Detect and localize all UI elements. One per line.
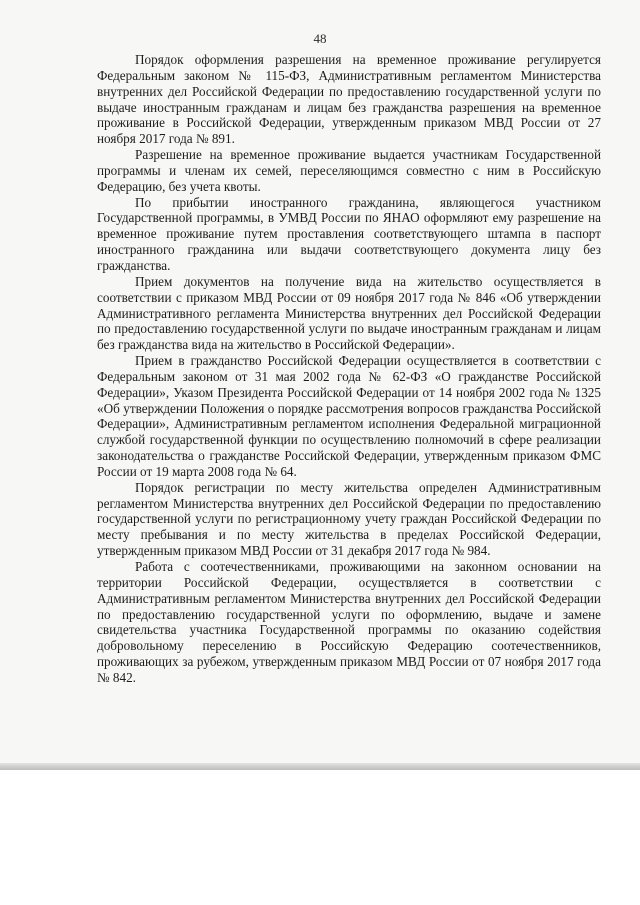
document-body xyxy=(97,52,601,686)
paragraph-temporary-residence-procedure: Порядок оформления разрешения на временное проживание регулируется Федеральным законом № 115-ФЗ, Административным регламентом Министерства внутренних дел Российской Федерации по предоставлению государственной услуги по выдаче иностранным гражданам и лицам без гражданства разрешения на временное проживание в Российской Федерации, утвержденным приказом МВД России от 27 ноября 2017 года № 891. xyxy=(97,52,601,147)
page-number: 48 xyxy=(313,31,327,46)
paragraph-arrival-processing: По прибытии иностранного гражданина, являющегося участником Государственной программы, в УМВД России по ЯНАО оформляют ему разрешение на временное проживание путем проставления соответствующего штампа в паспорт иностранного гражданина или выдачи соответствующего документа лицу без гражданства. xyxy=(97,194,601,273)
paragraph-residence-permit-without-quota: Разрешение на временное проживание выдается участникам Государственной программы и членам их семей, переселяющимся совместно с ним в Российскую Федерацию, без учета квоты. xyxy=(97,147,601,194)
paragraph-compatriots-work: Работа с соотечественниками, проживающими на законном основании на территории Российской Федерации, осуществляется в соответствии с Административным регламентом Министерства внутренних дел Российской Федерации по предоставлению государственной услуги по оформлению, выдаче и замене свидетельства участника Государственной программы по оказанию содействия добровольному переселению в Российскую Федерацию соотечественников, проживающих за рубежом, утвержденным приказом МВД России от 07 ноября 2017 года № 842. xyxy=(97,559,601,685)
paragraph-residence-card-documents: Прием документов на получение вида на жительство осуществляется в соответствии с приказом МВД России от 09 ноября 2017 года № 846 «Об утверждении Административного регламента Министерства внутренних дел Российской Федерации по предоставлению государственной услуги по выдаче иностранным гражданам и лицам без гражданства вида на жительство в Российской Федерации». xyxy=(97,273,601,353)
paragraph-registration-procedure: Порядок регистрации по месту жительства определен Административным регламентом Министерства внутренних дел Российской Федерации по предоставлению государственной услуги по регистрационному учету граждан Российской Федерации по месту пребывания и по месту жительства в пределах Российской Федерации, утвержденным приказом МВД России от 31 декабря 2017 года № 984. xyxy=(97,479,601,559)
paragraph-citizenship-admission: Прием в гражданство Российской Федерации осуществляется в соответствии с Федеральным законом от 31 мая 2002 года № 62-ФЗ «О гражданстве Российской Федерации», Указом Президента Российской Федерации от 14 ноября 2002 года № 1325 «Об утверждении Положения о порядке рассмотрения вопросов гражданства Российской Федерации», Административным регламентом исполнения Федеральной миграционной службой государственной функции по осуществлению полномочий в сфере реализации законодательства о гражданстве Российской Федерации, утвержденным приказом ФМС России от 19 марта 2008 года № 64. xyxy=(97,353,601,479)
scan-bottom-edge xyxy=(0,763,640,770)
